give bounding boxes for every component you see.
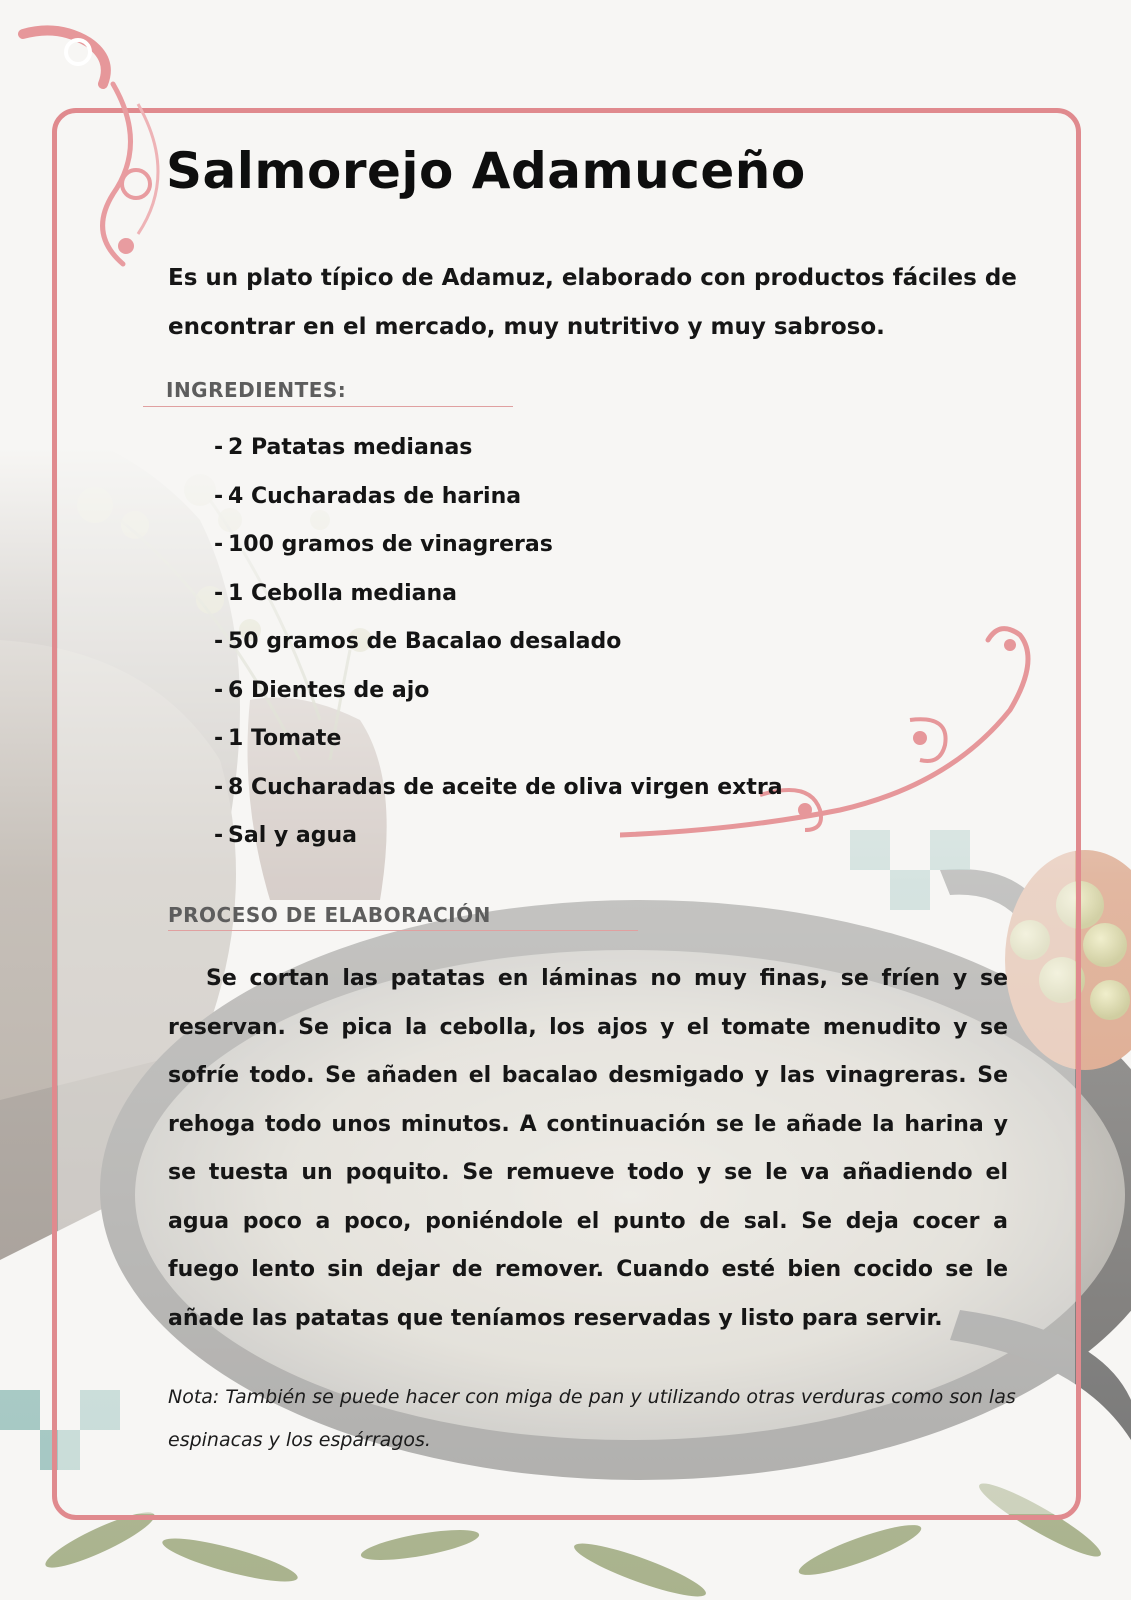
ingredient-item: - 6 Dientes de ajo bbox=[214, 677, 430, 703]
process-heading: PROCESO DE ELABORACIÓN bbox=[168, 903, 491, 927]
ingredient-item: - 1 Cebolla mediana bbox=[214, 580, 457, 606]
ingredient-item: - 100 gramos de vinagreras bbox=[214, 532, 553, 557]
ingredient-item: - 4 Cucharadas de harina bbox=[214, 483, 522, 509]
ingredients-heading: INGREDIENTES: bbox=[166, 378, 347, 402]
ingredient-item: - 50 gramos de Bacalao desalado bbox=[214, 629, 622, 654]
process-paragraph: Se cortan las patatas en láminas no muy finas, se fríen y se reservan. Se pica la cebolla, los ajos y el tomate menudito y se sofríe todo. Se añaden el bacalao desmigado y las vinagreras. Se rehoga todo unos minutos. A continuación se le añade la harina y se tuesta un poquito. Se remueve todo y se le va añadiendo el agua poco a poco, poniéndole el punto de sal. Se deja cocer a fuego lento sin dejar de remover. Cuando esté bien cocido se le añade las patatas que teníamos reservadas y listo para servir. bbox=[168, 966, 1008, 1331]
ingredient-item: - 1 Tomate bbox=[214, 726, 342, 751]
process-heading-rule bbox=[168, 930, 638, 931]
page-title: Salmorejo Adamuceño bbox=[166, 142, 806, 200]
intro-paragraph: Es un plato típico de Adamuz, elaborado con productos fáciles de encontrar en el mercado, muy nutritivo y muy sabroso. bbox=[168, 265, 1017, 340]
ingredient-item: - 2 Patatas medianas bbox=[214, 435, 473, 460]
ingredient-item: - Sal y agua bbox=[214, 823, 357, 848]
note-paragraph: Nota: También se puede hacer con miga de pan y utilizando otras verduras como son las espinacas y los espárragos. bbox=[168, 1386, 1016, 1451]
ingredients-heading-rule bbox=[143, 406, 513, 407]
ingredient-item: - 8 Cucharadas de aceite de oliva virgen extra bbox=[214, 774, 783, 800]
ingredients-list bbox=[214, 424, 783, 861]
